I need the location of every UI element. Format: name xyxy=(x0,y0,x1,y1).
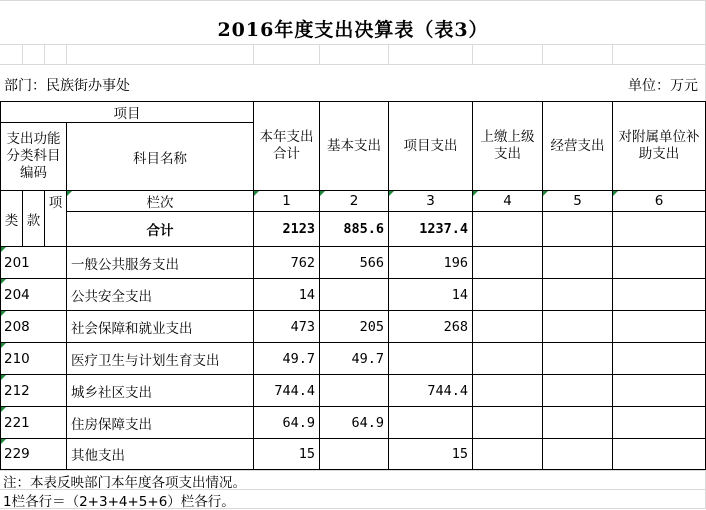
row-total: 762 xyxy=(254,247,320,279)
col-num-4: 4 xyxy=(473,191,543,212)
row-basic: 49.7 xyxy=(320,343,389,375)
table-row xyxy=(1,311,706,343)
header-business: 经营支出 xyxy=(543,102,613,191)
row-code: 229 xyxy=(1,439,67,470)
table-row xyxy=(1,343,706,375)
row-project: 744.4 xyxy=(389,375,473,407)
header-project: 项目支出 xyxy=(389,102,473,191)
col-num-6: 6 xyxy=(613,191,706,212)
header-item: 项目 xyxy=(1,102,254,123)
row-total: 49.7 xyxy=(254,343,320,375)
row-project: 15 xyxy=(389,439,473,470)
col-num-1: 1 xyxy=(254,191,320,212)
table-row xyxy=(1,407,706,439)
row-basic: 205 xyxy=(320,311,389,343)
header-xiang: 项 xyxy=(45,191,67,247)
sum-project: 1237.4 xyxy=(389,212,473,247)
sum-label: 合计 xyxy=(67,212,254,247)
header-code: 支出功能分类科目编码 xyxy=(1,123,67,191)
row-code: 208 xyxy=(1,311,67,343)
row-name: 社会保障和就业支出 xyxy=(67,311,254,343)
col-num-3: 3 xyxy=(389,191,473,212)
note-2: 1栏各行＝（2+3+4+5+6）栏各行。 xyxy=(3,494,235,510)
sum-total: 2123 xyxy=(254,212,320,247)
header-total: 本年支出合计 xyxy=(254,102,320,191)
expenditure-table xyxy=(0,101,706,470)
sum-basic: 885.6 xyxy=(320,212,389,247)
table-row xyxy=(1,439,706,470)
row-name: 城乡社区支出 xyxy=(67,375,254,407)
row-total: 473 xyxy=(254,311,320,343)
department-label: 部门：民族街办事处 xyxy=(4,78,130,94)
col-num-2: 2 xyxy=(320,191,389,212)
row-name: 住房保障支出 xyxy=(67,407,254,439)
row-code: 221 xyxy=(1,407,67,439)
row-basic: 566 xyxy=(320,247,389,279)
row-basic xyxy=(320,279,389,311)
row-basic: 64.9 xyxy=(320,407,389,439)
row-project xyxy=(389,343,473,375)
row-project xyxy=(389,407,473,439)
table-row xyxy=(1,279,706,311)
table-row xyxy=(1,375,706,407)
row-name: 公共安全支出 xyxy=(67,279,254,311)
header-subject: 科目名称 xyxy=(67,123,254,191)
header-subsidy: 对附属单位补助支出 xyxy=(613,102,706,191)
row-code: 201 xyxy=(1,247,67,279)
row-basic xyxy=(320,375,389,407)
row-name: 医疗卫生与计划生育支出 xyxy=(67,343,254,375)
row-total: 15 xyxy=(254,439,320,470)
page-title: 2016年度支出决算表（表3） xyxy=(217,19,489,41)
row-project: 196 xyxy=(389,247,473,279)
row-name: 一般公共服务支出 xyxy=(67,247,254,279)
unit-label: 单位：万元 xyxy=(628,78,698,94)
row-code: 204 xyxy=(1,279,67,311)
row-basic xyxy=(320,439,389,470)
table-row xyxy=(1,247,706,279)
row-project: 14 xyxy=(389,279,473,311)
row-total: 744.4 xyxy=(254,375,320,407)
row-code: 212 xyxy=(1,375,67,407)
header-upper: 上缴上级支出 xyxy=(473,102,543,191)
row-total: 14 xyxy=(254,279,320,311)
row-name: 其他支出 xyxy=(67,439,254,470)
header-kuan: 款 xyxy=(23,191,45,247)
header-row-no: 栏次 xyxy=(67,191,254,212)
row-project: 268 xyxy=(389,311,473,343)
col-num-5: 5 xyxy=(543,191,613,212)
note-1: 注：本表反映部门本年度各项支出情况。 xyxy=(3,475,246,491)
header-lei: 类 xyxy=(1,191,23,247)
row-code: 210 xyxy=(1,343,67,375)
header-basic: 基本支出 xyxy=(320,102,389,191)
row-total: 64.9 xyxy=(254,407,320,439)
